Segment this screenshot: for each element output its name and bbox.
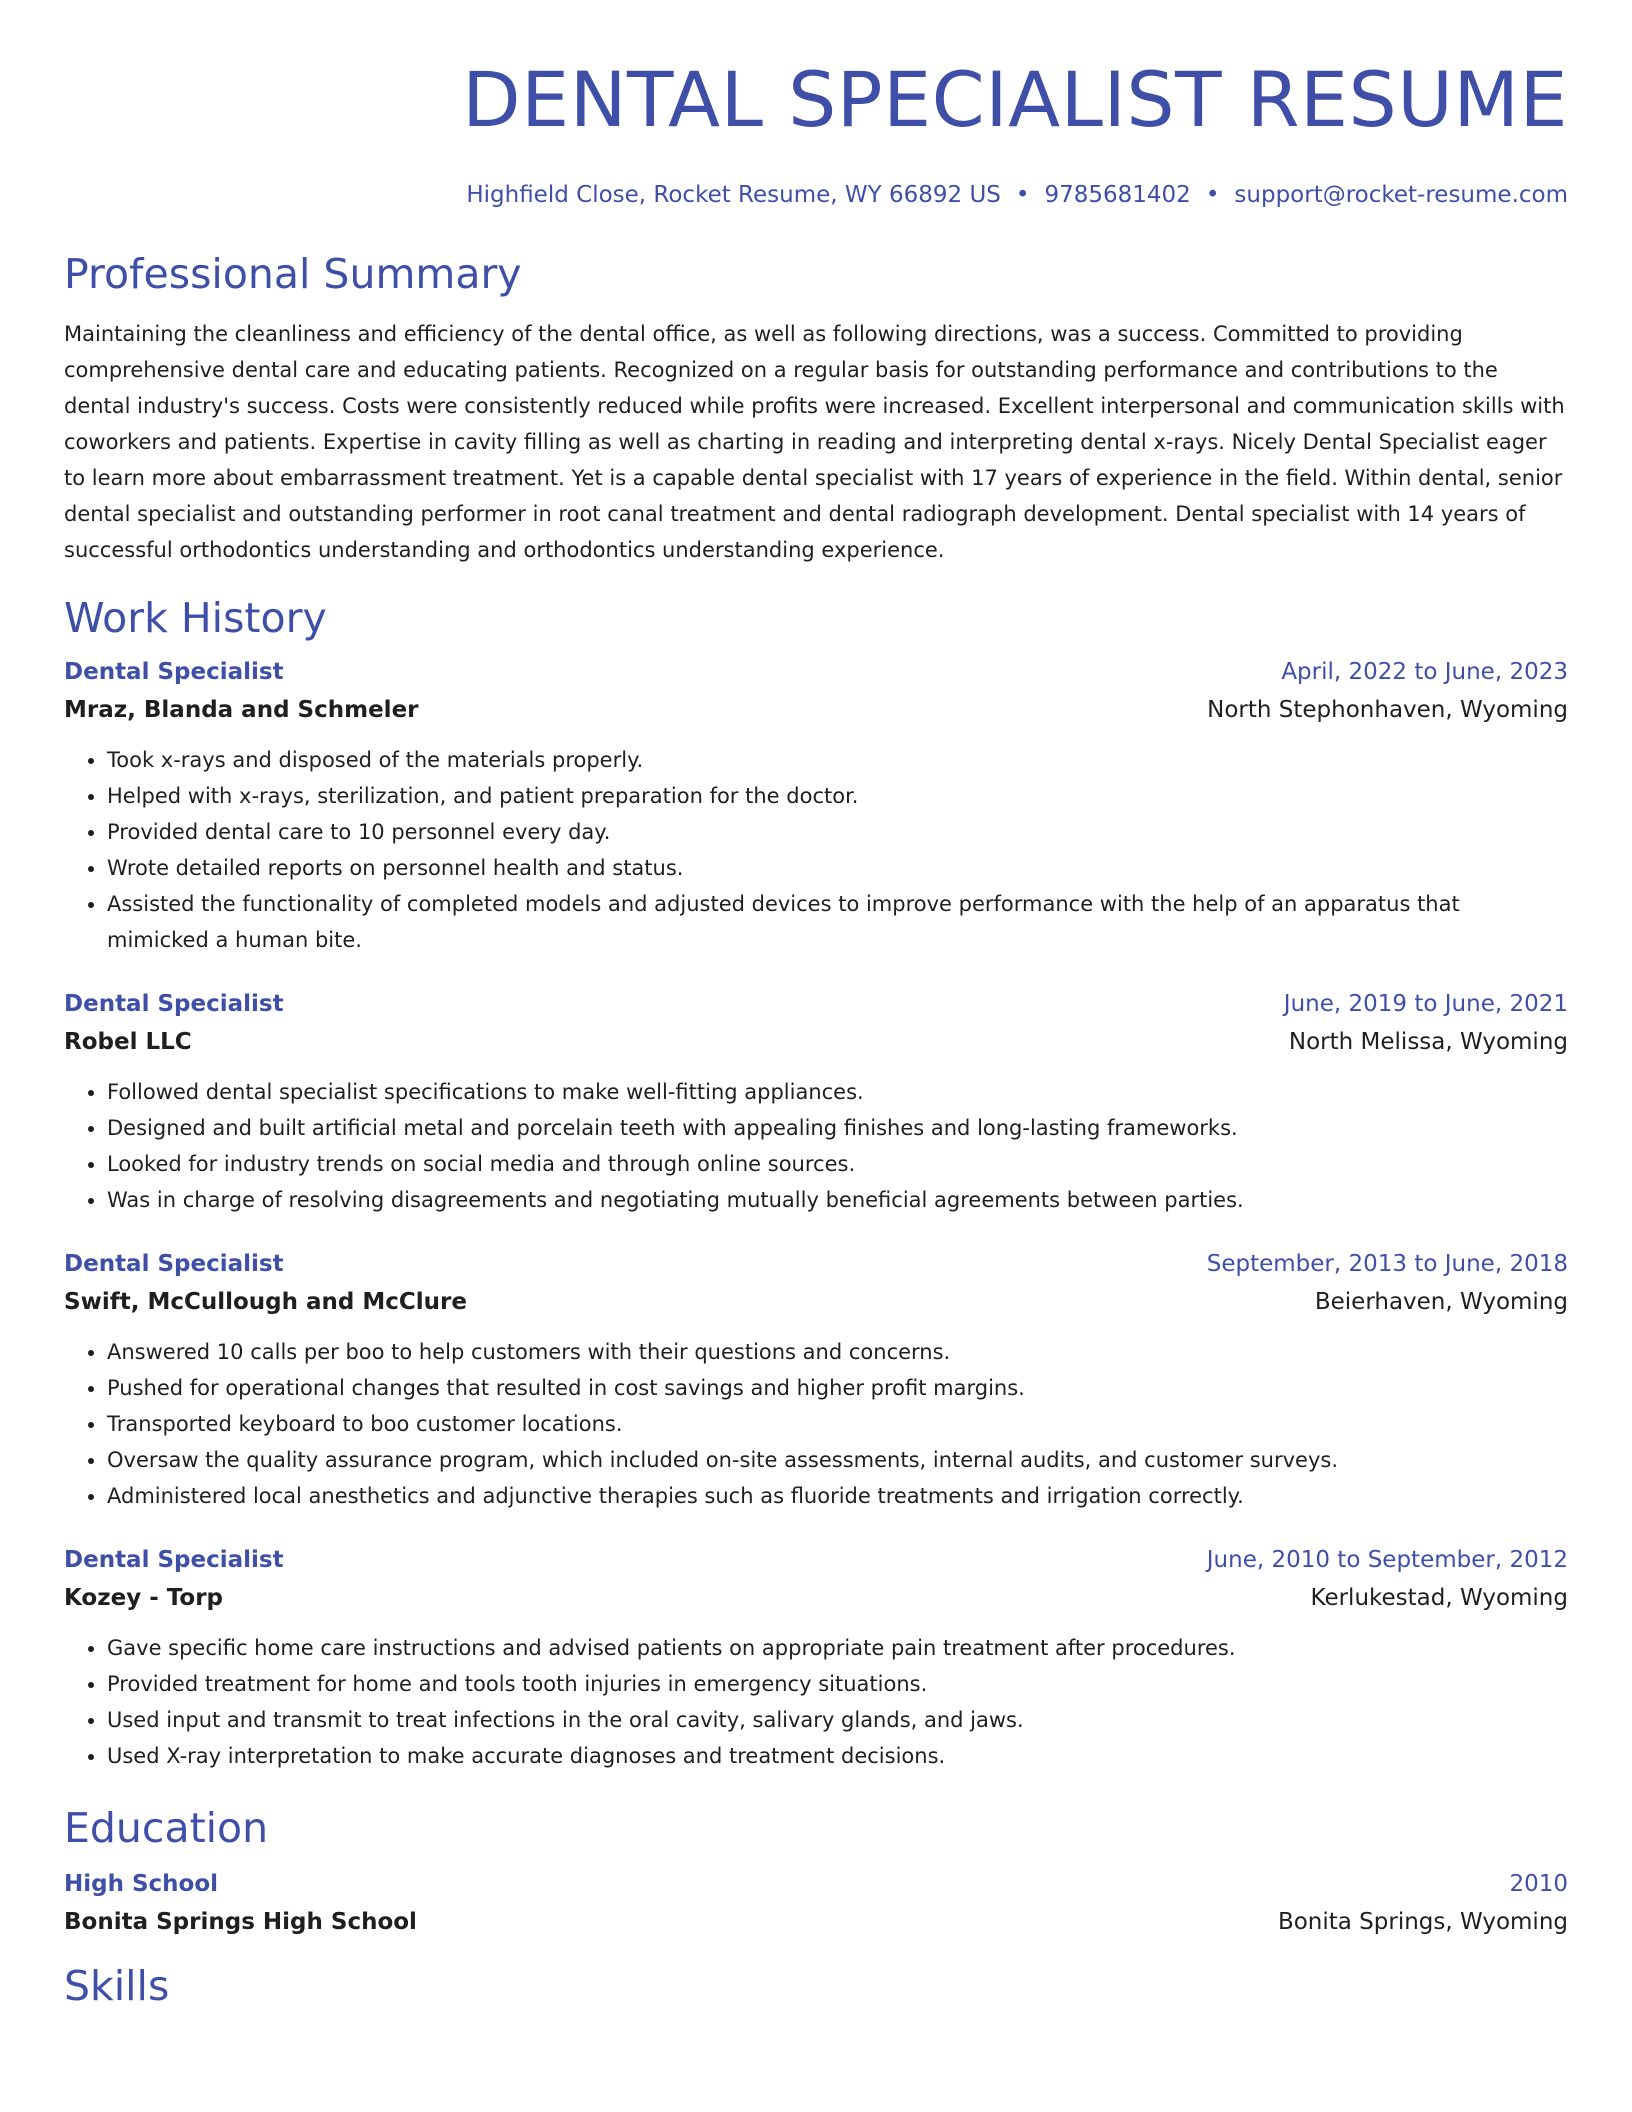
job-title-row [64, 988, 1568, 1020]
job-duty: • Used input and transmit to treat infections in the oral cavity, salivary glands, and jaws. [107, 1702, 1568, 1738]
job-duty: • Gave specific home care instructions and advised patients on appropriate pain treatment after procedures. [107, 1630, 1568, 1666]
job-role: Dental Specialist [64, 1547, 284, 1573]
job-company-row [64, 1286, 1568, 1318]
job-entry [64, 1248, 1568, 1514]
summary-heading: Professional Summary [64, 250, 522, 298]
job-company-row [64, 1582, 1568, 1614]
job-location: North Stephonhaven, Wyoming [1207, 697, 1568, 723]
job-duty: • Provided dental care to 10 personnel every day. [107, 814, 1568, 850]
contact-separator: • [1205, 182, 1220, 208]
job-title-row [64, 1544, 1568, 1576]
job-entry [64, 988, 1568, 1218]
resume-title: DENTAL SPECIALIST RESUME [462, 55, 1568, 144]
job-duty: • Looked for industry trends on social media and through online sources. [107, 1146, 1568, 1182]
education-entry [64, 1868, 1568, 1938]
education-degree-row [64, 1868, 1568, 1900]
contact-phone: 9785681402 [1044, 182, 1191, 208]
job-location: North Melissa, Wyoming [1288, 1029, 1568, 1055]
job-title-row [64, 1248, 1568, 1280]
job-duties-list [64, 1334, 1568, 1514]
job-company-row [64, 1026, 1568, 1058]
job-duties-list [64, 1630, 1568, 1774]
job-duty: • Answered 10 calls per boo to help customers with their questions and concerns. [107, 1334, 1568, 1370]
education-degree: High School [64, 1871, 219, 1897]
job-company: Mraz, Blanda and Schmeler [64, 697, 419, 723]
job-duty: • Assisted the functionality of completed models and adjusted devices to improve performance with the help of an apparatus that mimicked a human bite. [107, 886, 1568, 958]
resume-header [64, 52, 1568, 210]
job-duty: • Used X-ray interpretation to make accurate diagnoses and treatment decisions. [107, 1738, 1568, 1774]
job-role: Dental Specialist [64, 991, 284, 1017]
job-entry [64, 1544, 1568, 1774]
job-duties-list [64, 1074, 1568, 1218]
education-location: Bonita Springs, Wyoming [1277, 1909, 1568, 1935]
job-duty: • Oversaw the quality assurance program, which included on-site assessments, internal audits, and customer surveys. [107, 1442, 1568, 1478]
job-company: Robel LLC [64, 1029, 192, 1055]
skills-heading: Skills [64, 1962, 170, 2010]
job-location: Kerlukestad, Wyoming [1310, 1585, 1568, 1611]
job-duty: • Helped with x-rays, sterilization, and patient preparation for the doctor. [107, 778, 1568, 814]
job-entry [64, 656, 1568, 958]
contact-line [64, 180, 1568, 210]
job-duty: • Was in charge of resolving disagreements and negotiating mutually beneficial agreements between parties. [107, 1182, 1568, 1218]
job-dates: June, 2019 to June, 2021 [1283, 991, 1568, 1017]
job-title-row [64, 656, 1568, 688]
job-duty: • Pushed for operational changes that resulted in cost savings and higher profit margins. [107, 1370, 1568, 1406]
summary-text: Maintaining the cleanliness and efficiency of the dental office, as well as following directions, was a success. Committed to providing comprehensive dental care and educating patients. Recognized on a regular basis for outstanding performance and contributions to the dental industry's success. Costs were consistently reduced while profits were increased. Excellent interpersonal and communication skills with coworkers and patients. Expertise in cavity filling as well as charting in reading and interpreting dental x-rays. Nicely Dental Specialist eager to learn more about embarrassment treatment. Yet is a capable dental specialist with 17 years of experience in the field. Within dental, senior dental specialist and outstanding performer in root canal treatment and dental radiograph development. Dental specialist with 14 years of successful orthodontics understanding and orthodontics understanding experience. [64, 322, 1565, 562]
job-duty: • Designed and built artificial metal and porcelain teeth with appealing finishes and long-lasting frameworks. [107, 1110, 1568, 1146]
education-school: Bonita Springs High School [64, 1909, 417, 1935]
job-dates: April, 2022 to June, 2023 [1281, 659, 1568, 685]
job-dates: September, 2013 to June, 2018 [1206, 1251, 1568, 1277]
job-duty: • Transported keyboard to boo customer locations. [107, 1406, 1568, 1442]
contact-email: support@rocket-resume.com [1234, 182, 1568, 208]
job-role: Dental Specialist [64, 659, 284, 685]
job-company: Kozey - Torp [64, 1585, 224, 1611]
job-company: Swift, McCullough and McClure [64, 1289, 467, 1315]
contact-separator: • [1015, 182, 1030, 208]
job-duty: • Followed dental specialist specifications to make well-fitting appliances. [107, 1074, 1568, 1110]
work-history-heading: Work History [64, 594, 327, 642]
job-company-row [64, 694, 1568, 726]
job-duty: • Administered local anesthetics and adjunctive therapies such as fluoride treatments and irrigation correctly. [107, 1478, 1568, 1514]
job-location: Beierhaven, Wyoming [1314, 1289, 1568, 1315]
job-duties-list [64, 742, 1568, 958]
job-duty: • Provided treatment for home and tools tooth injuries in emergency situations. [107, 1666, 1568, 1702]
contact-address: Highfield Close, Rocket Resume, WY 66892 US [466, 182, 1001, 208]
education-year: 2010 [1509, 1871, 1568, 1897]
education-school-row [64, 1906, 1568, 1938]
education-heading: Education [64, 1804, 269, 1852]
job-role: Dental Specialist [64, 1251, 284, 1277]
job-duty: • Took x-rays and disposed of the materials properly. [107, 742, 1568, 778]
job-dates: June, 2010 to September, 2012 [1206, 1547, 1568, 1573]
job-duty: • Wrote detailed reports on personnel health and status. [107, 850, 1568, 886]
